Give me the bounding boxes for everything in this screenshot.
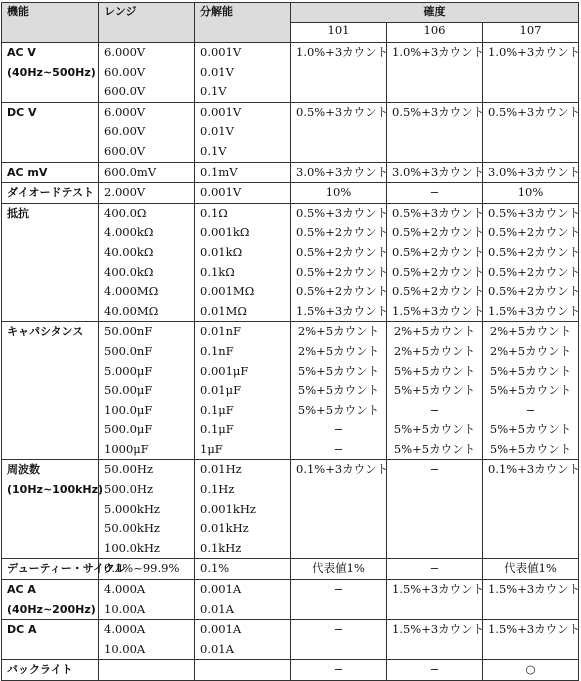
- header-accuracy: 確度: [291, 3, 579, 23]
- cell-line: 4.000kΩ: [104, 225, 154, 240]
- function-cell: [2, 580, 99, 620]
- cell-line: 0.01A: [200, 601, 234, 616]
- cell-line: 0.1%+3カウント: [488, 462, 581, 477]
- cell-line: 5.000kHz: [104, 501, 160, 516]
- cell-line: 2%+5カウント: [297, 343, 380, 358]
- cell-line: 0.01V: [200, 124, 234, 139]
- cell-line: 0.1%: [200, 561, 230, 576]
- header-range: レンジ: [99, 3, 195, 43]
- accuracy-107-cell: [483, 203, 579, 322]
- cell-line: 50.00kHz: [104, 521, 160, 536]
- cell-line: −: [333, 662, 344, 677]
- cell-line: −: [333, 441, 344, 456]
- cell-line: 代表値1%: [504, 561, 557, 576]
- table-row: [2, 162, 579, 183]
- cell-line: 代表値1%: [312, 561, 365, 576]
- range-cell: [99, 203, 195, 322]
- cell-line: 5%+5カウント: [489, 383, 572, 398]
- cell-line: (40Hz~200Hz): [7, 602, 96, 616]
- cell-line: 10.00A: [104, 601, 146, 616]
- cell-line: バックライト: [7, 663, 73, 677]
- cell-line: 0.001V: [200, 45, 242, 59]
- range-cell: [99, 43, 195, 103]
- resolution-cell: [195, 322, 291, 460]
- resolution-cell: [195, 203, 291, 322]
- cell-line: 0.001V: [200, 104, 242, 119]
- cell-line: (40Hz~500Hz): [7, 65, 96, 79]
- accuracy-101-cell: [291, 183, 387, 204]
- resolution-cell: [195, 620, 291, 660]
- cell-line: 50.00Hz: [104, 462, 154, 477]
- cell-line: 0.01V: [200, 64, 234, 79]
- cell-line: 5%+5カウント: [297, 383, 380, 398]
- range-cell: [99, 162, 195, 183]
- accuracy-106-cell: [387, 102, 483, 162]
- cell-line: 5%+5カウント: [393, 422, 476, 437]
- cell-line: 10%: [517, 185, 544, 200]
- empty-line: [200, 660, 285, 680]
- table-row: [2, 183, 579, 204]
- cell-line: 0.1kΩ: [200, 264, 235, 279]
- accuracy-106-cell: [387, 620, 483, 660]
- cell-line: 0.01Hz: [200, 462, 242, 477]
- cell-line: 0.5%+2カウント: [392, 225, 485, 240]
- cell-line: 0.1kHz: [200, 540, 242, 555]
- cell-line: 5%+5カウント: [297, 363, 380, 378]
- accuracy-101-cell: [291, 460, 387, 559]
- cell-line: 2%+5カウント: [489, 343, 572, 358]
- function-cell: [2, 322, 99, 460]
- table-row: [2, 43, 579, 103]
- cell-line: 1.5%+3カウント: [392, 622, 485, 637]
- accuracy-101-cell: [291, 660, 387, 681]
- cell-line: 500.0μF: [104, 422, 153, 437]
- cell-line: 4.000A: [104, 622, 146, 637]
- cell-line: 0.001kHz: [200, 501, 256, 516]
- cell-line: 1.5%+3カウント: [488, 582, 581, 597]
- cell-line: 60.00V: [104, 124, 146, 139]
- cell-line: 1000μF: [104, 441, 149, 456]
- cell-line: 6.000V: [104, 45, 146, 59]
- cell-line: 周波数: [7, 463, 40, 477]
- spec-body: [2, 43, 579, 681]
- header-function: 機能: [2, 3, 99, 43]
- cell-line: 0.5%+2カウント: [392, 244, 485, 259]
- accuracy-106-cell: [387, 559, 483, 580]
- cell-line: 50.00nF: [104, 324, 153, 339]
- cell-line: 2%+5カウント: [393, 343, 476, 358]
- cell-line: 0.5%+3カウント: [488, 205, 581, 220]
- cell-line: ○: [525, 662, 536, 677]
- table-row: [2, 580, 579, 620]
- cell-line: 0.1%+3カウント: [296, 462, 389, 477]
- cell-line: 抵抗: [7, 206, 29, 220]
- resolution-cell: [195, 102, 291, 162]
- cell-line: AC V: [7, 46, 36, 59]
- cell-line: 3.0%+3カウント: [392, 164, 485, 179]
- accuracy-101-cell: [291, 559, 387, 580]
- table-row: [2, 460, 579, 559]
- cell-line: 50.00μF: [104, 383, 153, 398]
- cell-line: 4.000A: [104, 582, 146, 597]
- accuracy-101-cell: [291, 162, 387, 183]
- cell-line: 0.001V: [200, 185, 242, 200]
- cell-line: 4.000MΩ: [104, 284, 159, 299]
- cell-line: −: [333, 582, 344, 597]
- cell-line: −: [429, 561, 440, 576]
- function-cell: [2, 162, 99, 183]
- cell-line: 10.00A: [104, 641, 146, 656]
- accuracy-107-cell: [483, 460, 579, 559]
- header-resolution: 分解能: [195, 3, 291, 43]
- cell-line: 0.1mV: [200, 164, 238, 179]
- resolution-cell: [195, 460, 291, 559]
- cell-line: 100.0kHz: [104, 540, 160, 555]
- cell-line: DC V: [7, 105, 37, 119]
- resolution-cell: [195, 162, 291, 183]
- function-cell: [2, 660, 99, 681]
- accuracy-106-cell: [387, 322, 483, 460]
- cell-line: 2%+5カウント: [489, 324, 572, 339]
- cell-line: 0.5%+2カウント: [296, 264, 389, 279]
- accuracy-107-cell: [483, 162, 579, 183]
- cell-line: 0.001A: [200, 582, 242, 597]
- accuracy-107-cell: [483, 559, 579, 580]
- cell-line: 2%+5カウント: [297, 324, 380, 339]
- function-cell: [2, 203, 99, 322]
- range-cell: [99, 183, 195, 204]
- cell-line: 0.001kΩ: [200, 225, 250, 240]
- accuracy-107-cell: [483, 102, 579, 162]
- cell-line: ダイオードテスト: [7, 186, 95, 200]
- cell-line: 400.0kΩ: [104, 264, 154, 279]
- header-model-106: 106: [387, 23, 483, 43]
- range-cell: [99, 660, 195, 681]
- table-row: [2, 559, 579, 580]
- cell-line: −: [429, 402, 440, 417]
- range-cell: [99, 559, 195, 580]
- cell-line: 1.0%+3カウント: [392, 45, 485, 59]
- accuracy-107-cell: [483, 620, 579, 660]
- cell-line: 5%+5カウント: [489, 363, 572, 378]
- cell-line: −: [429, 662, 440, 677]
- range-cell: [99, 580, 195, 620]
- cell-line: 0.5%+3カウント: [296, 104, 389, 119]
- cell-line: 0.5%+2カウント: [296, 225, 389, 240]
- header-row: [2, 3, 579, 23]
- range-cell: [99, 102, 195, 162]
- cell-line: 10%: [325, 185, 352, 200]
- cell-line: 0.5%+2カウント: [296, 244, 389, 259]
- spec-table: [1, 2, 579, 681]
- cell-line: 5%+5カウント: [489, 441, 572, 456]
- cell-line: 3.0%+3カウント: [488, 164, 581, 179]
- cell-line: −: [429, 462, 440, 477]
- accuracy-107-cell: [483, 660, 579, 681]
- cell-line: 0.01kHz: [200, 521, 249, 536]
- accuracy-101-cell: [291, 620, 387, 660]
- range-cell: [99, 322, 195, 460]
- cell-line: 500.0Hz: [104, 482, 154, 497]
- cell-line: 0.5%+2カウント: [488, 264, 581, 279]
- cell-line: 5%+5カウント: [393, 383, 476, 398]
- cell-line: 5%+5カウント: [489, 422, 572, 437]
- function-cell: [2, 620, 99, 660]
- cell-line: 0.01nF: [200, 324, 241, 339]
- cell-line: 400.0Ω: [104, 205, 147, 220]
- cell-line: 0.1Ω: [200, 205, 228, 220]
- accuracy-107-cell: [483, 183, 579, 204]
- cell-line: 0.01μF: [200, 383, 242, 398]
- range-cell: [99, 460, 195, 559]
- cell-line: −: [525, 402, 536, 417]
- accuracy-107-cell: [483, 322, 579, 460]
- resolution-cell: [195, 559, 291, 580]
- resolution-cell: [195, 580, 291, 620]
- cell-line: AC A: [7, 583, 36, 597]
- function-cell: [2, 102, 99, 162]
- function-cell: [2, 559, 126, 580]
- cell-line: 0.5%+2カウント: [392, 264, 485, 279]
- cell-line: キャパシタンス: [7, 325, 84, 339]
- cell-line: 0.001A: [200, 622, 242, 637]
- cell-line: 40.00kΩ: [104, 244, 154, 259]
- resolution-cell: [195, 43, 291, 103]
- accuracy-107-cell: [483, 580, 579, 620]
- accuracy-101-cell: [291, 580, 387, 620]
- function-cell: [2, 460, 104, 559]
- cell-line: 5%+5カウント: [393, 441, 476, 456]
- cell-line: 0.5%+3カウント: [392, 205, 485, 220]
- header-model-101: 101: [291, 23, 387, 43]
- cell-line: 0.1nF: [200, 343, 234, 358]
- accuracy-101-cell: [291, 322, 387, 460]
- cell-line: 1.5%+3カウント: [392, 303, 485, 318]
- cell-line: 5%+5カウント: [393, 363, 476, 378]
- cell-line: (10Hz~100kHz): [7, 483, 104, 497]
- cell-line: 1.5%+3カウント: [488, 622, 581, 637]
- cell-line: 0.5%+2カウント: [488, 244, 581, 259]
- table-row: [2, 203, 579, 322]
- cell-line: 0.01MΩ: [200, 303, 247, 318]
- accuracy-101-cell: [291, 43, 387, 103]
- cell-line: 0.01kΩ: [200, 244, 243, 259]
- cell-line: 1.0%+3カウント: [296, 45, 389, 59]
- accuracy-106-cell: [387, 162, 483, 183]
- cell-line: 0.5%+3カウント: [392, 104, 485, 119]
- accuracy-101-cell: [291, 203, 387, 322]
- cell-line: 600.0mV: [104, 164, 157, 179]
- cell-line: 0.1μF: [200, 402, 234, 417]
- cell-line: 500.0nF: [104, 343, 153, 358]
- cell-line: 0.1Hz: [200, 482, 235, 497]
- cell-line: 0.001MΩ: [200, 284, 255, 299]
- accuracy-107-cell: [483, 43, 579, 103]
- range-cell: [99, 620, 195, 660]
- cell-line: 1.5%+3カウント: [392, 582, 485, 597]
- cell-line: 1.0%+3カウント: [488, 45, 581, 59]
- accuracy-106-cell: [387, 660, 483, 681]
- cell-line: 0.1μF: [200, 422, 234, 437]
- cell-line: 1.5%+3カウント: [296, 303, 389, 318]
- cell-line: DC A: [7, 623, 37, 637]
- cell-line: 0.1V: [200, 84, 227, 99]
- accuracy-106-cell: [387, 580, 483, 620]
- cell-line: 40.00MΩ: [104, 303, 159, 318]
- cell-line: デューティー・サイクル: [7, 562, 126, 576]
- table-row: [2, 660, 579, 681]
- function-cell: [2, 183, 99, 204]
- cell-line: 0.1V: [200, 143, 227, 158]
- cell-line: 2.000V: [104, 185, 146, 200]
- accuracy-101-cell: [291, 102, 387, 162]
- accuracy-106-cell: [387, 43, 483, 103]
- header-model-107: 107: [483, 23, 579, 43]
- accuracy-106-cell: [387, 460, 483, 559]
- cell-line: 60.00V: [104, 64, 146, 79]
- resolution-cell: [195, 183, 291, 204]
- cell-line: 3.0%+3カウント: [296, 164, 389, 179]
- cell-line: 0.5%+3カウント: [488, 104, 581, 119]
- cell-line: −: [333, 622, 344, 637]
- cell-line: 5%+5カウント: [297, 402, 380, 417]
- cell-line: 0.1%~99.9%: [104, 561, 180, 576]
- accuracy-106-cell: [387, 203, 483, 322]
- cell-line: 6.000V: [104, 104, 146, 119]
- cell-line: 600.0V: [104, 84, 146, 99]
- table-row: [2, 620, 579, 660]
- cell-line: 0.01A: [200, 641, 234, 656]
- cell-line: 600.0V: [104, 143, 146, 158]
- table-row: [2, 322, 579, 460]
- cell-line: 0.5%+2カウント: [392, 284, 485, 299]
- cell-line: 5.000μF: [104, 363, 153, 378]
- cell-line: 100.0μF: [104, 402, 153, 417]
- resolution-cell: [195, 660, 291, 681]
- cell-line: AC mV: [7, 165, 48, 179]
- cell-line: −: [333, 422, 344, 437]
- function-cell: [2, 43, 99, 103]
- cell-line: 0.5%+2カウント: [296, 284, 389, 299]
- cell-line: 0.5%+3カウント: [296, 205, 389, 220]
- empty-line: [104, 660, 189, 680]
- cell-line: −: [429, 185, 440, 200]
- cell-line: 1.5%+3カウント: [488, 303, 581, 318]
- accuracy-106-cell: [387, 183, 483, 204]
- cell-line: 0.5%+2カウント: [488, 284, 581, 299]
- cell-line: 1μF: [200, 441, 223, 456]
- cell-line: 0.5%+2カウント: [488, 225, 581, 240]
- cell-line: 2%+5カウント: [393, 324, 476, 339]
- cell-line: 0.001μF: [200, 363, 249, 378]
- table-row: [2, 102, 579, 162]
